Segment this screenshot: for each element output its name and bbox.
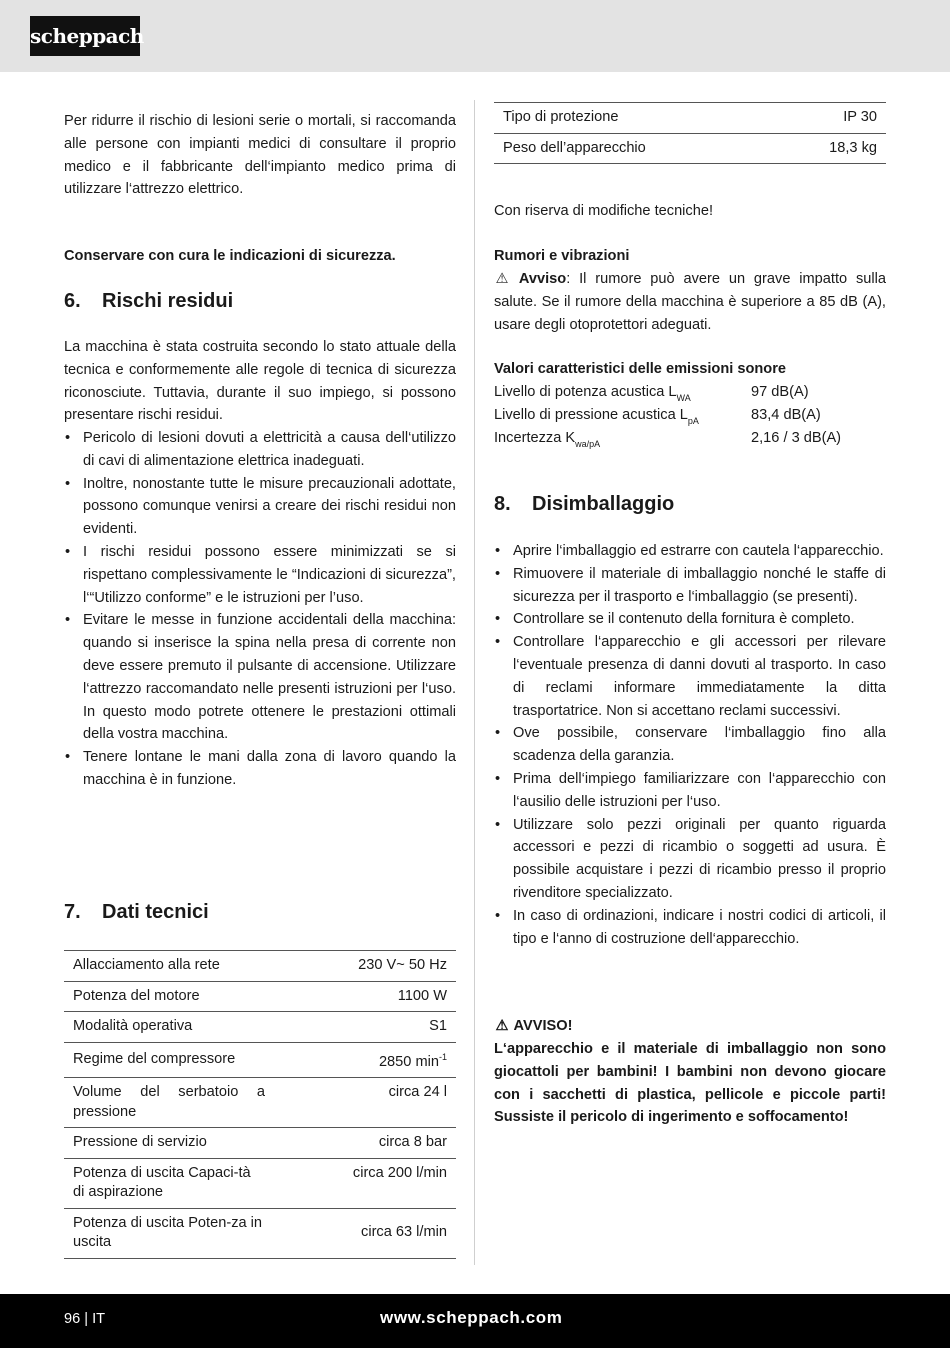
list-item: • Evitare le messe in funzione accidentali della macchina: quando si inserisce la spina nella presa di corrente non deve essere premuto il pulsante di accensione. Utilizzare l‘attrezzo raccomandato nelle presenti istruzioni per l‘uso. In questo modo potrete ottenere le prestazioni ottimali della vostra macchina.: [64, 609, 456, 746]
list-item: • Rimuovere il materiale di imballaggio nonché le staffe di sicurezza per il trasporto e l‘imballaggio (se presenti).: [494, 563, 886, 609]
residual-risks-paragraph: La macchina è stata costruita secondo lo stato attuale della tecnica e conformemente alle regole di tecnica di sicurezza riconosciute. Tuttavia, durante il suo impiego, si possono presentare rischi residui.: [64, 339, 456, 424]
emissions-values: [494, 381, 886, 449]
list-item: • In caso di ordinazioni, indicare i nostri codici di articoli, il tipo e l‘anno di costruzione dell‘apparecchio.: [494, 905, 886, 951]
tech-data-table-continued: [494, 102, 886, 164]
tech-label: Tipo di protezione: [494, 103, 772, 134]
noise-warning-label: Avviso: [518, 271, 567, 287]
footer-bar: [0, 1294, 950, 1348]
emission-row: [494, 404, 886, 427]
table-row: [64, 1208, 456, 1258]
emission-label-text: Livello di potenza acustica L: [494, 384, 677, 400]
tech-label: Peso dell’apparecchio: [494, 133, 772, 164]
table-row: [64, 1012, 456, 1043]
noise-warning-text: : Il rumore può avere un grave impatto sulla salute. Se il rumore della macchina è superiore a 85 dB (A), usare degli otoprotettori adeguati.: [494, 271, 886, 333]
table-row: [494, 133, 886, 164]
list-item: • Controllare se il contenuto della fornitura è completo.: [494, 608, 886, 631]
table-row: [64, 981, 456, 1012]
emission-row: [494, 427, 886, 450]
table-row: [64, 951, 456, 982]
noise-heading: Rumori e vibrazioni: [494, 248, 630, 264]
emission-subscript: wa/pA: [575, 438, 601, 449]
warning-text: L‘apparecchio e il materiale di imballaggio non sono giocattoli per bambini! I bambini non devono giocare con i sacchetti di plastica, pellicole e piccole parti! Sussiste il pericolo di ingerimento e soffocamento!: [494, 1041, 886, 1126]
emission-value: 97 dB(A): [751, 384, 809, 400]
tech-value: circa 8 bar: [274, 1128, 456, 1159]
emissions-heading: Valori caratteristici delle emissioni sonore: [494, 361, 786, 377]
section-6-title: Rischi residui: [102, 290, 234, 312]
technical-changes-note: Con riserva di modifiche tecniche!: [494, 203, 714, 219]
tech-data-table-continued-wrap: [494, 102, 886, 164]
emission-subscript: WA: [676, 393, 691, 403]
brand-name: scheppach: [30, 24, 144, 48]
tech-value: IP 30: [772, 103, 886, 134]
tech-label: Potenza di uscita Poten-za in uscita: [64, 1208, 274, 1258]
tech-value: 18,3 kg: [772, 133, 886, 164]
tech-value: S1: [274, 1012, 456, 1043]
table-row: [64, 1042, 456, 1078]
table-row: [494, 103, 886, 134]
list-item: • I rischi residui possono essere minimizzati se si rispettano complessivamente le “Indicazioni di sicurezza”, l‘“Utilizzo conforme” e le istruzioni per l’uso.: [64, 541, 456, 609]
scheppach-logo: [30, 16, 144, 56]
tech-value: 230 V~ 50 Hz: [274, 951, 456, 982]
tech-value: circa 24 l: [274, 1078, 456, 1128]
tech-data-table-wrap: [64, 950, 456, 1259]
list-item: • Ove possibile, conservare l‘imballaggio fino alla scadenza della garanzia.: [494, 722, 886, 768]
unpacking-list: [494, 540, 886, 950]
keep-instructions-note: Conservare con cura le indicazioni di sicurezza.: [64, 248, 396, 264]
tech-label: Potenza di uscita Capaci-tà di aspirazione: [64, 1158, 274, 1208]
list-item: • Pericolo di lesioni dovuti a elettricità a causa dell‘utilizzo di cavi di alimentazione elettrica inadeguati.: [64, 427, 456, 473]
rpm-exponent: -1: [438, 1051, 447, 1062]
page-number: 96 | IT: [64, 1311, 106, 1327]
section-8-number: 8.: [494, 493, 511, 515]
section-6-heading: [64, 289, 233, 313]
warning-triangle-icon: ⚠: [495, 271, 509, 287]
emission-value: 2,16 / 3 dB(A): [751, 429, 842, 446]
rpm-value: 2850 min: [378, 1053, 439, 1070]
tech-data-table: [64, 950, 456, 1259]
emission-label-text: Incertezza K: [494, 429, 576, 446]
warning-triangle-icon: ⚠: [495, 1018, 509, 1034]
emission-subscript: pA: [687, 415, 699, 426]
list-item: • Inoltre, nonostante tutte le misure precauzionali adottate, possono comunque venirsi a creare dei rischi residui non evidenti.: [64, 473, 456, 541]
section-6-number: 6.: [64, 290, 81, 312]
residual-risks-list: [64, 427, 456, 792]
header-band: [0, 0, 950, 72]
emission-row: [494, 381, 886, 404]
section-7-heading: [64, 900, 209, 924]
tech-value: [274, 1042, 456, 1078]
tech-label: Regime del compressore: [64, 1042, 274, 1078]
tech-label: Potenza del motore: [64, 981, 274, 1012]
section-8-heading: [494, 492, 674, 516]
list-item: • Tenere lontane le mani dalla zona di lavoro quando la macchina è in funzione.: [64, 746, 456, 792]
medical-implant-paragraph: Per ridurre il rischio di lesioni serie o mortali, si raccomanda alle persone con impianti medici di consultare il proprio medico e il fabbricante dell‘impianto medico prima di utilizzare l‘attrezzo elettrico.: [64, 113, 456, 198]
section-7-title: Dati tecnici: [102, 901, 209, 923]
list-item: • Utilizzare solo pezzi originali per quanto riguarda accessori e pezzi di ricambio o soggetti ad usura. È possibile acquistare i pezzi di ricambio presso il proprio rivenditore specializzato.: [494, 814, 886, 905]
section-8-title: Disimballaggio: [532, 493, 675, 515]
emission-value: 83,4 dB(A): [751, 406, 821, 423]
tech-label: Modalità operativa: [64, 1012, 274, 1043]
list-item: • Aprire l‘imballaggio ed estrarre con cautela l‘apparecchio.: [494, 540, 886, 563]
column-divider: [474, 100, 475, 1265]
tech-label: Volume del serbatoio a pressione: [64, 1078, 274, 1128]
tech-value: circa 63 l/min: [274, 1208, 456, 1258]
warning-heading: [494, 1015, 886, 1038]
section-7-number: 7.: [64, 901, 81, 923]
tech-label: Allacciamento alla rete: [64, 951, 274, 982]
table-row: [64, 1128, 456, 1159]
table-row: [64, 1158, 456, 1208]
emission-label-text: Livello di pressione acustica L: [494, 406, 688, 423]
emission-label: [494, 427, 600, 456]
tech-value: 1100 W: [274, 981, 456, 1012]
website-link[interactable]: www.scheppach.com: [380, 1308, 563, 1327]
table-row: [64, 1078, 456, 1128]
list-item: • Controllare l‘apparecchio e gli accessori per rilevare l‘eventuale presenza di danni dovuti al trasporto. In caso di reclami informare immediatamente la ditta trasportatrice. Non si accettano reclami successivi.: [494, 631, 886, 722]
tech-label: Pressione di servizio: [64, 1128, 274, 1159]
warning-title: AVVISO!: [513, 1018, 573, 1034]
noise-warning: [494, 268, 886, 336]
list-item: • Prima dell‘impiego familiarizzare con l‘apparecchio con l‘ausilio delle istruzioni per l‘uso.: [494, 768, 886, 814]
tech-value: circa 200 l/min: [274, 1158, 456, 1208]
